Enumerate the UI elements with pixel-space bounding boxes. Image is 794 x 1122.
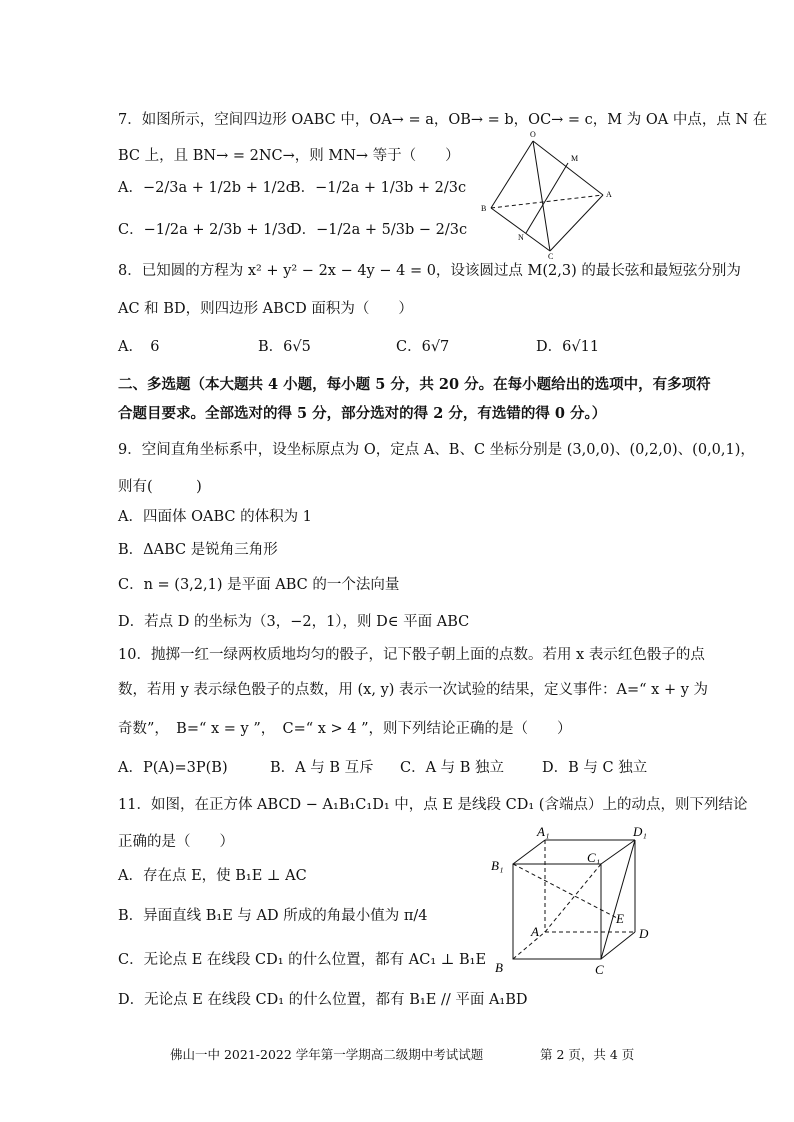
fig11-label-d1: D₁	[633, 824, 647, 839]
q8-option-c: C．6√7	[396, 339, 450, 355]
q10-option-b: B．A 与 B 互斥	[270, 760, 374, 776]
q11-option-b: B．异面直线 B₁E 与 AD 所成的角最小值为 π/4	[118, 908, 428, 924]
q10-option-a: A．P(A)=3P(B)	[118, 760, 228, 776]
fig7-label-a: A	[606, 190, 612, 199]
q7-option-d: D．−1/2a + 5/3b − 2/3c	[290, 222, 468, 238]
q7-option-a: A．−2/3a + 1/2b + 1/2c	[118, 180, 294, 196]
fig11-label-e: E	[616, 911, 624, 926]
q7-line1: 7．如图所示，空间四边形 OABC 中，OA→ = a，OB→ = b，OC→ = c，M 为 OA 中点，点 N 在	[118, 112, 768, 128]
fig11-label-a1: A₁	[537, 824, 550, 839]
fig11-label-d: D	[639, 926, 649, 941]
q8-line2: AC 和 BD，则四边形 ABCD 面积为（ ）	[118, 301, 413, 317]
section2-line1: 二、多选题（本大题共 4 小题，每小题 5 分，共 20 分。在每小题给出的选项中，有多项符	[118, 376, 711, 393]
q10-line3: 奇数”， B=“ x = y ”， C=“ x > 4 ”，则下列结论正确的是（ ）	[118, 721, 572, 737]
q11-option-c: C．无论点 E 在线段 CD₁ 的什么位置，都有 AC₁ ⊥ B₁E	[118, 952, 487, 968]
q9-option-d: D．若点 D 的坐标为（3，−2，1），则 D∈ 平面 ABC	[118, 614, 470, 630]
fig7-label-b: B	[481, 204, 487, 213]
q7-option-b: B．−1/2a + 1/3b + 2/3c	[290, 180, 467, 196]
q9-line1: 9．空间直角坐标系中，设坐标原点为 O，定点 A、B、C 坐标分别是 (3,0,0)、(0,2,0)、(0,0,1)，	[118, 442, 755, 458]
q7-option-c: C．−1/2a + 2/3b + 1/3c	[118, 222, 295, 238]
fig7-label-m: M	[571, 154, 579, 163]
fig7-label-n: N	[518, 233, 524, 242]
q11-option-d: D．无论点 E 在线段 CD₁ 的什么位置，都有 B₁E // 平面 A₁BD	[118, 992, 528, 1008]
q10-line2: 数，若用 y 表示绿色骰子的点数，用 (x, y) 表示一次试验的结果，定义事件：A=“ x + y 为	[118, 682, 709, 698]
q9-option-c: C．n = (3,2,1) 是平面 ABC 的一个法向量	[118, 577, 400, 593]
q11-line1: 11．如图，在正方体 ABCD − A₁B₁C₁D₁ 中，点 E 是线段 CD₁ (含端点）上的动点，则下列结论	[118, 797, 748, 813]
q9-option-b: B．ΔABC 是锐角三角形	[118, 542, 278, 558]
q11-line2: 正确的是（ ）	[118, 834, 234, 850]
q8-option-a: A． 6	[118, 339, 160, 355]
tetrahedron-figure	[478, 130, 618, 261]
q8-line1: 8．已知圆的方程为 x² + y² − 2x − 4y − 4 = 0，设该圆过点 M(2,3) 的最长弦和最短弦分别为	[118, 263, 741, 279]
q8-option-b: B．6√5	[258, 339, 311, 355]
fig11-label-b1: B₁	[491, 858, 504, 873]
q9-line2: 则有( )	[118, 479, 202, 495]
footer-page-number: 第 2 页，共 4 页	[540, 1047, 635, 1062]
q7-line2: BC 上，且 BN→ = 2NC→，则 MN→ 等于（ ）	[118, 148, 460, 164]
q10-option-d: D．B 与 C 独立	[542, 760, 648, 776]
q10-line1: 10．抛掷一红一绿两枚质地均匀的骰子，记下骰子朝上面的点数。若用 x 表示红色骰子的点	[118, 647, 705, 663]
fig11-label-c1: C₁	[587, 850, 601, 865]
cube-figure	[485, 822, 665, 977]
fig11-label-b: B	[495, 960, 503, 975]
fig11-label-c: C	[595, 962, 604, 977]
footer-school: 佛山一中 2021-2022 学年第一学期高二级期中考试试题	[170, 1047, 484, 1062]
fig11-label-a: A	[531, 924, 539, 939]
q10-option-c: C．A 与 B 独立	[400, 760, 505, 776]
fig7-label-o: O	[530, 130, 536, 139]
q9-option-a: A．四面体 OABC 的体积为 1	[118, 509, 312, 525]
fig7-label-c: C	[548, 252, 554, 261]
section2-line2: 合题目要求。全部选对的得 5 分，部分选对的得 2 分，有选错的得 0 分。）	[118, 405, 607, 422]
q8-option-d: D．6√11	[536, 339, 600, 355]
q11-option-a: A．存在点 E，使 B₁E ⊥ AC	[118, 868, 307, 884]
